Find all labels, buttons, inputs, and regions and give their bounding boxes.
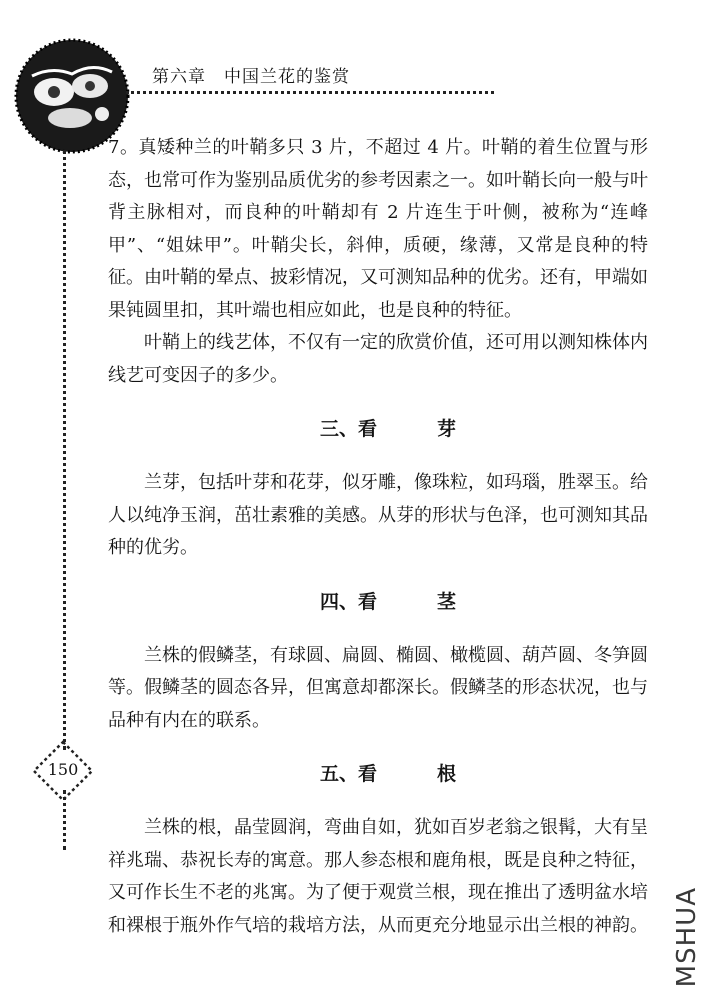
side-divider — [63, 150, 66, 750]
page-number: 150 — [47, 760, 79, 779]
paragraph: 7。真矮种兰的叶鞘多只 3 片，不超过 4 片。叶鞘的着生位置与形态，也常可作为鉴别品质优劣的参考因素之一。如叶鞘长向一般与叶背主脉相对，而良种的叶鞘却有 2 片连生于叶侧，被称为“连峰甲”、“姐妹甲”。叶鞘尖长，斜伸，质硬，缘薄，又常是良种的特征。由叶鞘的晕点、披彩情况，又可测知品种的优劣。还有，甲端如果钝圆里扣，其叶端也相应如此，也是良种的特征。 — [108, 137, 648, 321]
header-divider — [126, 91, 494, 94]
section-heading-number: 四、看 — [319, 590, 377, 613]
section-heading-number: 三、看 — [319, 418, 377, 440]
paragraph: 叶鞘上的线艺体，不仅有一定的欣赏价值，还可用以测知株体内线艺可变因子的多少。 — [108, 332, 648, 386]
paragraph: 兰芽，包括叶芽和花芽，似牙雕，像珠粒，如玛瑙，胜翠玉。给人以纯净玉润，茁壮素雅的美感。从芽的形状与色泽，也可测知其品种的优劣。 — [108, 472, 648, 558]
section-heading-word: 芽 — [437, 418, 457, 440]
paragraph: 兰株的根，晶莹圆润，弯曲自如，犹如百岁老翁之银髯，大有呈祥兆瑞、恭祝长寿的寓意。那人参态根和鹿角根，既是良种之特征，又可作长生不老的兆寓。为了便于观赏兰根，现在推出了透明盆水培和裸根于瓶外作气培的栽培方法，从而更充分地显示出兰根的神韵。 — [108, 817, 648, 936]
chapter-title: 第六章 中国兰花的鉴赏 — [152, 67, 350, 87]
section-heading-number: 五、看 — [319, 763, 377, 785]
page-body — [108, 132, 648, 942]
section-heading — [108, 759, 648, 786]
section-heading-word: 根 — [437, 763, 457, 785]
section-heading — [108, 587, 648, 614]
section-heading — [108, 414, 648, 441]
section-heading-word: 茎 — [437, 590, 457, 613]
paragraph: 兰株的假鳞茎，有球圆、扁圆、椭圆、橄榄圆、葫芦圆、冬笋圆等。假鳞茎的圆态各异，但寓意却都深长。假鳞茎的形态状况，也与品种有内在的联系。 — [108, 644, 648, 731]
watermark: MSHUA — [672, 886, 702, 987]
